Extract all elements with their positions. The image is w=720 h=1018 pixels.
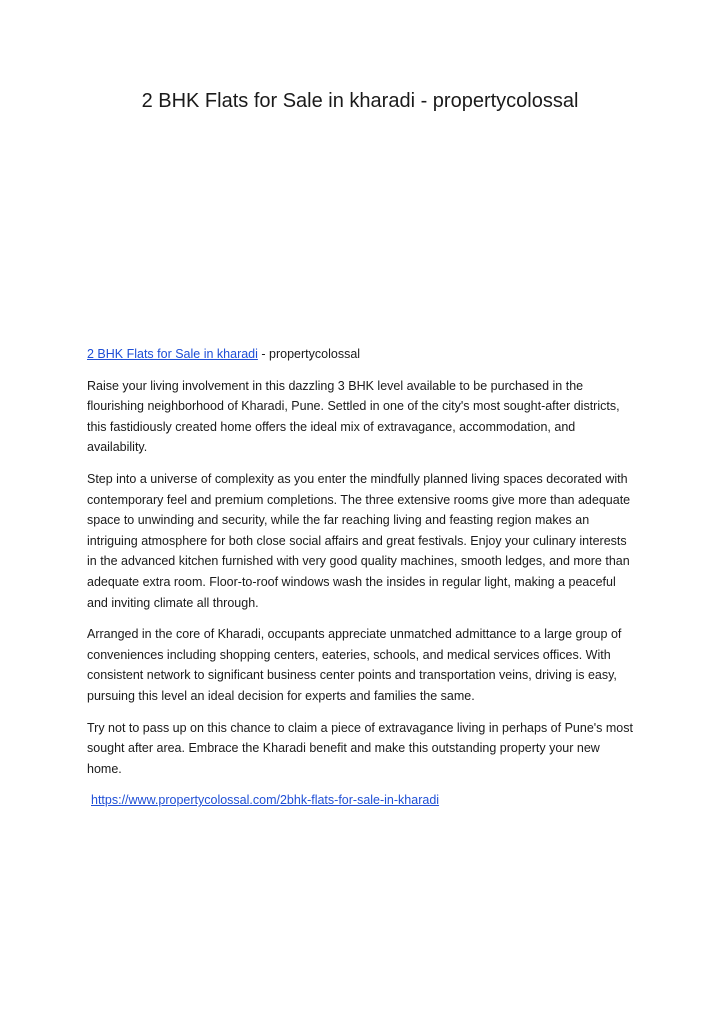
intro-line [87, 344, 637, 365]
property-url-link[interactable]: https://www.propertycolossal.com/2bhk-flats-for-sale-in-kharadi [91, 793, 440, 808]
paragraph-3: Arranged in the core of Kharadi, occupants appreciate unmatched admittance to a large group of conveniences including shopping centers, eateries, schools, and medical services offices. With consistent network to significant business center points and transportation veins, driving is easy, pursuing this level an ideal decision for experts and families the same. [87, 627, 622, 703]
paragraph-2: Step into a universe of complexity as you enter the mindfully planned living spaces decorated with contemporary feel and premium completions. The three extensive rooms give more than adequate space to unwinding and security, while the far reaching living and feasting region makes an intriguing atmosphere for both close social affairs and great festivals. Enjoy your culinary interests in the advanced kitchen furnished with very good quality machines, smooth ledges, and more than adequate extra room. Floor-to-roof windows wash the insides in regular light, making a peaceful and inviting climate all through. [87, 471, 631, 610]
paragraph-1: Raise your living involvement in this dazzling 3 BHK level available to be purchased in the flourishing neighborhood of Kharadi, Pune. Settled in one of the city's most sought-after districts, this fastidiously created home offers the ideal mix of extravagance, accommodation, and availability. [87, 378, 620, 455]
page-title: 2 BHK Flats for Sale in kharadi - propertycolossal [141, 90, 579, 112]
url-line [87, 790, 637, 811]
paragraph-4: Try not to pass up on this chance to claim a piece of extravagance living in perhaps of Pune's most sought after area. Embrace the Kharadi benefit and make this outstanding property your new home. [87, 720, 633, 776]
document-body [87, 344, 637, 822]
intro-link[interactable]: 2 BHK Flats for Sale in kharadi [87, 347, 258, 361]
intro-suffix: - propertycolossal [257, 347, 361, 361]
